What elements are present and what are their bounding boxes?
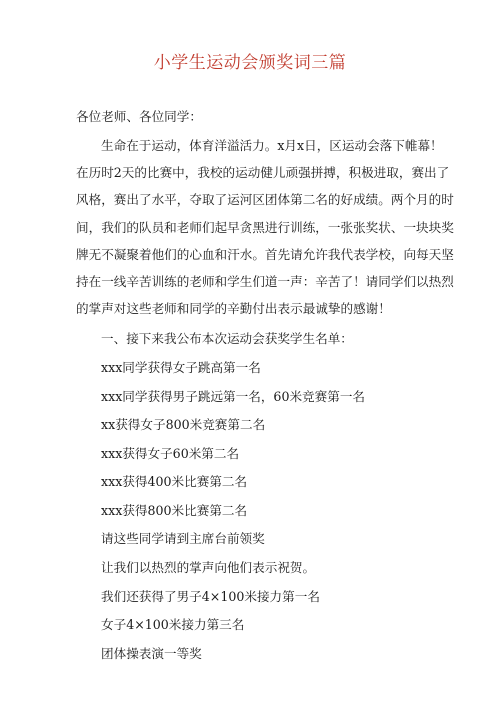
salutation: 各位老师、各位同学： <box>76 109 202 124</box>
list-item: 团体操表演一等奖 <box>101 645 202 661</box>
document-body <box>76 104 454 668</box>
list-item: xxx获得800米比赛第二名 <box>101 502 248 518</box>
document-title: 小学生运动会颁奖词三篇 <box>153 53 347 73</box>
list-item: 女子4×100米接力第三名 <box>101 617 245 633</box>
paragraph-line: 风格，赛出了水平，夺取了运河区团体第二名的好成绩。两个月的时 <box>76 192 454 208</box>
paragraph-line: 间，我们的队员和老师们起早贪黑进行训练，一张张奖状、一块块奖 <box>76 219 454 235</box>
paragraph-line: 持在一线辛苦训练的老师和学生们道一声：辛苦了！请同学们以热烈 <box>76 273 454 289</box>
opening-paragraph <box>76 132 454 322</box>
paragraph-line: 生命在于运动，体育洋溢活力。x月x日，区运动会落下帷幕！ <box>101 138 443 153</box>
list-heading: 一、接下来我公布本次运动会获奖学生名单： <box>101 331 353 347</box>
list-item: xxx获得400米比赛第二名 <box>101 474 248 490</box>
list-item: 让我们以热烈的掌声向他们表示祝贺。 <box>101 560 316 576</box>
paragraph-line: 牌无不凝聚着他们的心血和汗水。首先请允许我代表学校，向每天坚 <box>76 246 454 262</box>
paragraph-line: 在历时2天的比赛中，我校的运动健儿顽强拼搏，积极进取，赛出了 <box>76 165 450 181</box>
list-item: xx获得女子800米竞赛第二名 <box>101 417 266 433</box>
list-item: 请这些同学请到主席台前领奖 <box>101 531 265 547</box>
paragraph-line: 的掌声对这些老师和同学的辛勤付出表示最诚挚的感谢！ <box>76 301 391 317</box>
award-list <box>76 325 432 668</box>
list-item: 我们还获得了男子4×100米接力第一名 <box>101 588 320 604</box>
list-item: xxx同学获得女子跳高第一名 <box>101 359 261 375</box>
list-item: xxx同学获得男子跳远第一名，60米竞赛第一名 <box>101 388 366 404</box>
list-item: xxx获得女子60米第二名 <box>101 445 240 461</box>
